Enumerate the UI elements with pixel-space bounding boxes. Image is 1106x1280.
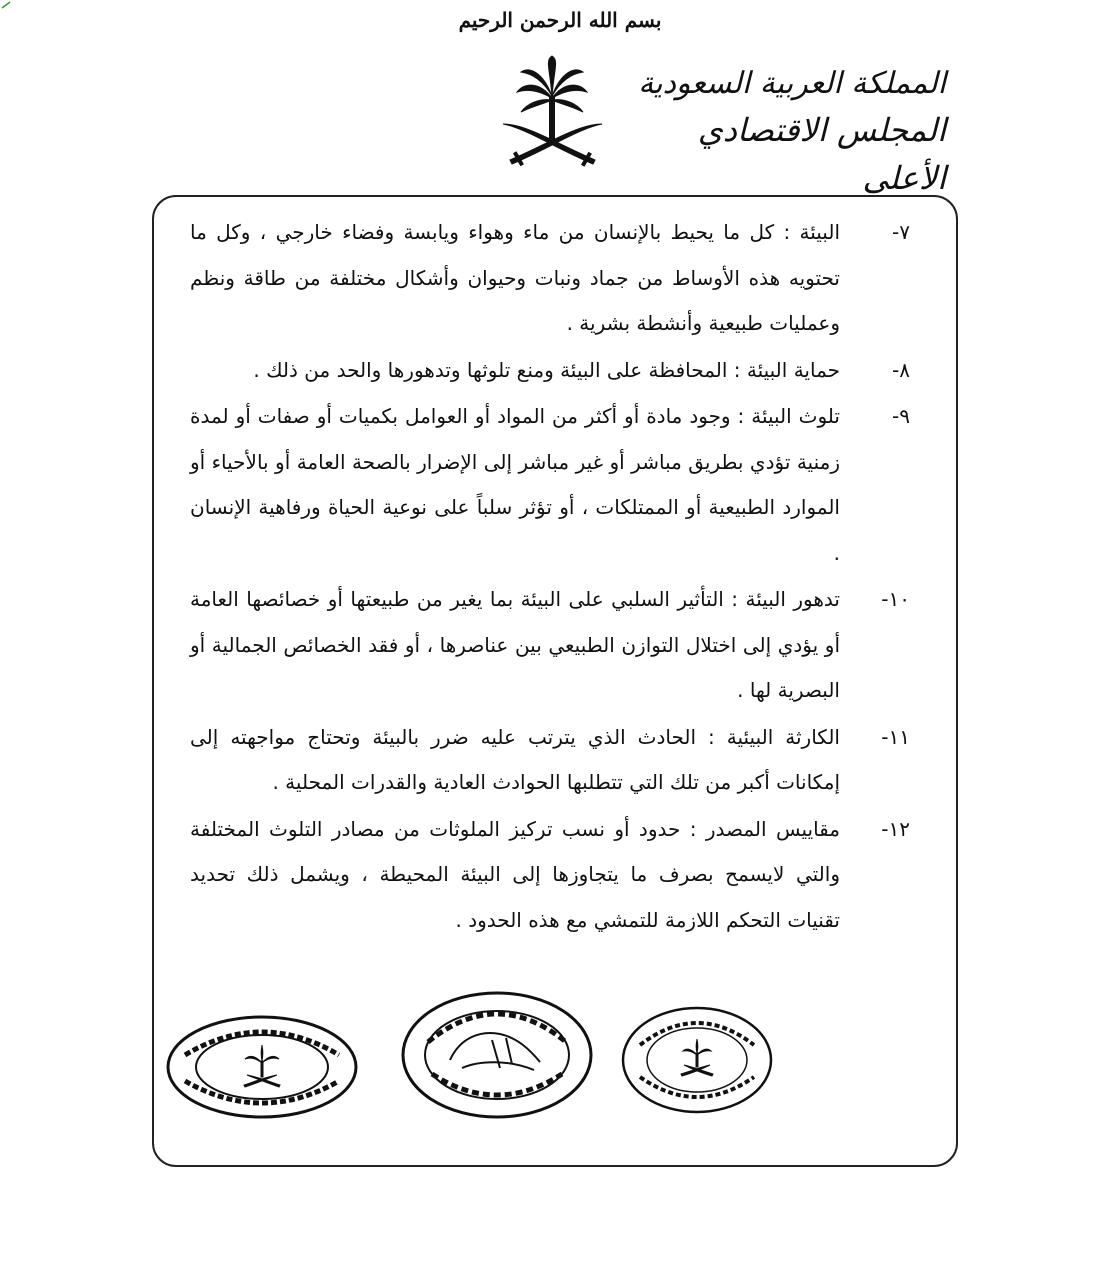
item-text: الكارثة البيئية : الحادث الذي يترتب عليه ضرر بالبيئة وتحتاج مواجهته إلى إمكانات أكبر من تلك التي تتطلبها الحوادث العادية والقدرات المحلية . xyxy=(190,724,840,794)
kingdom-name: المملكة العربية السعودية xyxy=(638,66,946,101)
council-seal-icon xyxy=(165,1015,360,1120)
basmala: بسم الله الرحمن الرحيم xyxy=(458,8,662,32)
saudi-emblem-icon xyxy=(495,52,610,172)
definition-item xyxy=(190,715,910,806)
cabinet-seal-icon xyxy=(400,990,595,1120)
item-text: تدهور البيئة : التأثير السلبي على البيئة بما يغير من طبيعتها أو خصائصها العامة أو يؤدي إلى اختلال التوازن الطبيعي بين عناصرها ، أو فقد الخصائص الجمالية أو البصرية لها . xyxy=(190,587,840,702)
item-number: ١٠- xyxy=(881,587,910,611)
definition-item xyxy=(190,577,910,714)
item-text: مقاييس المصدر : حدود أو نسب تركيز الملوثات من مصادر التلوث المختلفة والتي لايسمح بصرف ما يتجاوزها إلى البيئة المحيطة ، ويشمل ذلك تحديد تقنيات التحكم اللازمة للتمشي مع هذه الحدود . xyxy=(190,816,840,932)
item-number: ٧- xyxy=(892,220,910,244)
council-name: المجلس الاقتصادي الأعلى xyxy=(697,111,946,197)
item-number: ٨- xyxy=(892,357,910,382)
item-text: البيئة : كل ما يحيط بالإنسان من ماء وهواء ويابسة وفضاء خارجي ، وكل ما تحتويه هذه الأوساط من جماد ونبات وحيوان وأشكال مختلفة من طاقة ونظم وعمليات طبيعية وأنشطة بشرية . xyxy=(190,220,840,335)
item-number: ١٢- xyxy=(881,816,910,841)
item-text: تلوث البيئة : وجود مادة أو أكثر من المواد أو العوامل بكميات أو صفات أو لمدة زمنية تؤدي بطريق مباشر أو غير مباشر إلى الإضرار بالصحة العامة أو بالأحياء أو الموارد الطبيعية أو الممتلكات ، أو تؤثر سلباً على نوعية الحياة ورفاهية الإنسان . xyxy=(190,404,840,565)
definition-item xyxy=(190,210,910,347)
definition-item xyxy=(190,807,910,944)
definition-item xyxy=(190,394,910,576)
definitions-list xyxy=(190,210,910,944)
item-number: ١١- xyxy=(881,724,910,749)
item-number: ٩- xyxy=(892,404,910,428)
corner-mark-icon xyxy=(0,0,14,10)
item-text: حماية البيئة : المحافظة على البيئة ومنع تلوثها وتدهورها والحد من ذلك . xyxy=(253,357,840,382)
definition-item xyxy=(190,348,910,394)
letterhead xyxy=(616,62,946,202)
secretariat-seal-icon xyxy=(620,1005,775,1115)
